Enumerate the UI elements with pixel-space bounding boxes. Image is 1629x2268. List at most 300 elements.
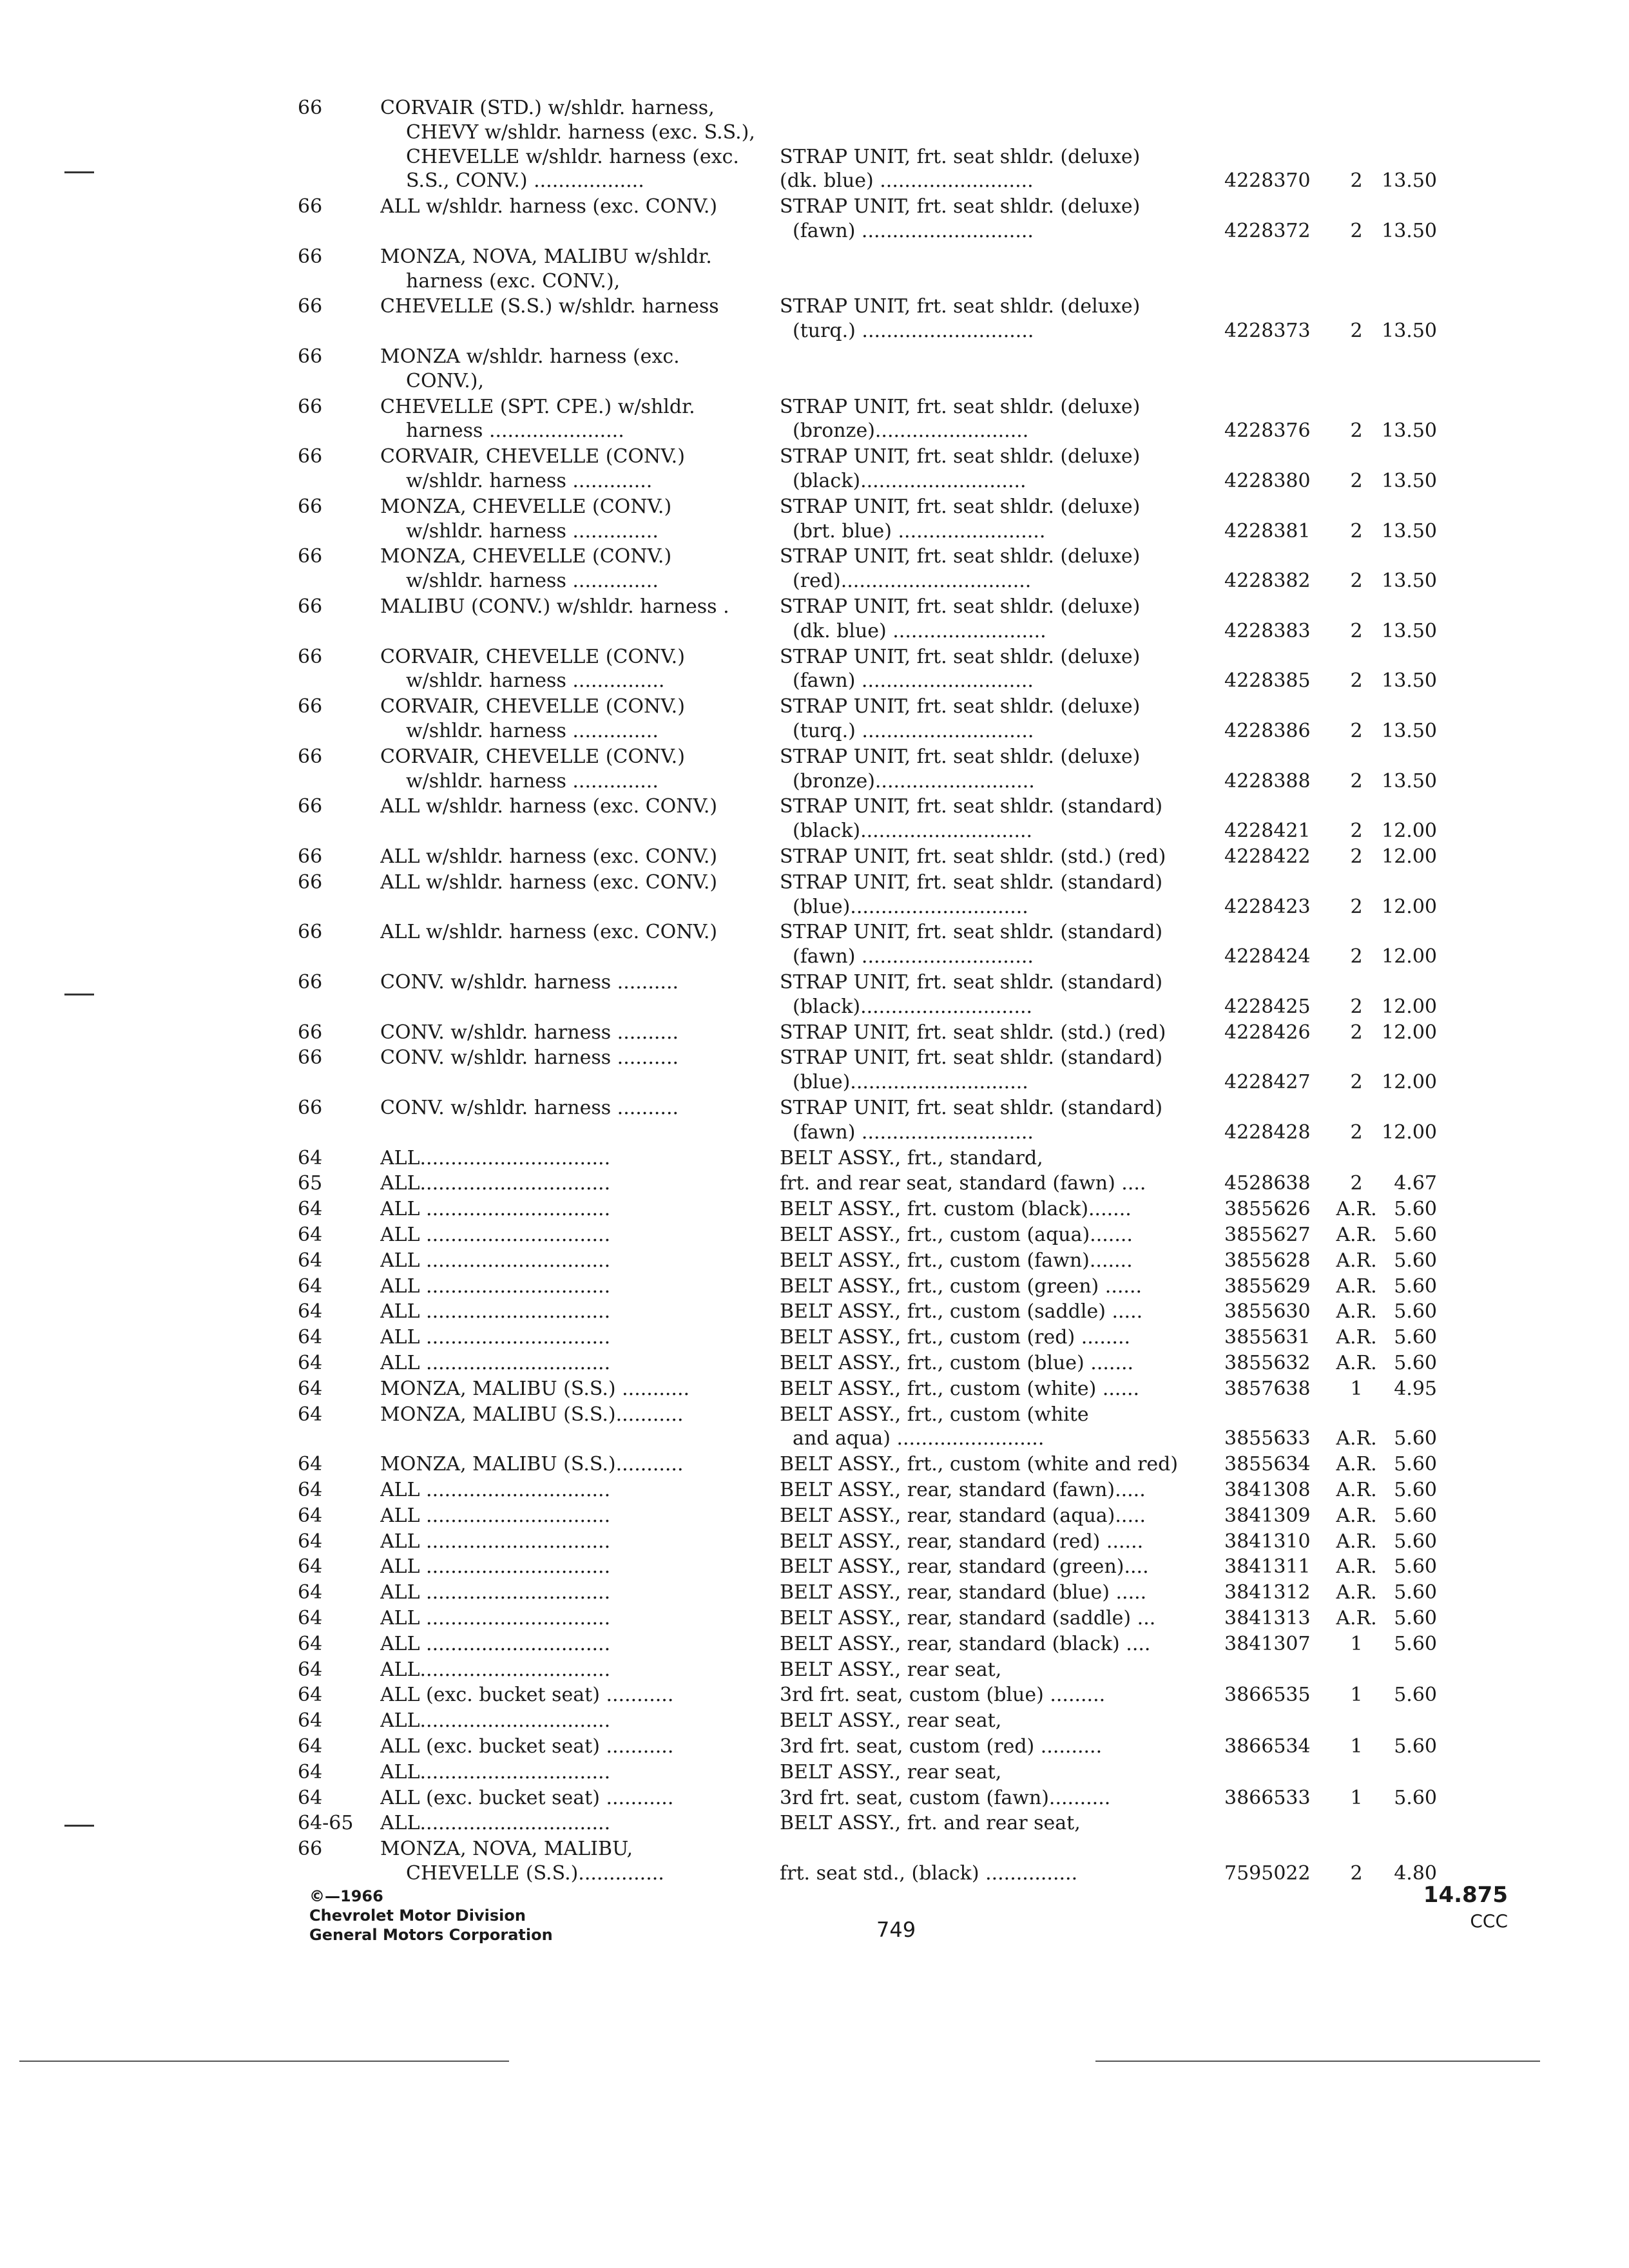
model-year: 64 [298,1581,323,1604]
quantity: 2 [1350,669,1363,693]
quantity: A.R. [1336,1198,1377,1221]
part-description [780,1838,1224,1861]
model-year: 64 [298,1274,323,1298]
model-year: 64 [298,1453,323,1476]
model-year: 64 [298,1504,323,1527]
list-price: 5.60 [1394,1352,1437,1374]
model-application: MALIBU (CONV.) w/shldr. harness . [380,595,729,618]
part-description: STRAP UNIT, frt. seat shldr. (deluxe) [780,395,1141,418]
model-application: ALL .............................. [380,1530,611,1553]
list-price: 5.60 [1394,1326,1437,1349]
part-description: (brt. blue) ........................ [793,519,1046,543]
model-year: 66 [298,1838,323,1861]
part-number: 3855633 [1224,1427,1311,1450]
list-price: 12.00 [1382,845,1437,868]
model-application: ALL .............................. [380,1632,611,1655]
model-application: ALL .............................. [380,1326,611,1349]
quantity: A.R. [1336,1530,1377,1553]
list-price: 5.60 [1394,1274,1437,1298]
model-year: 64 [298,1760,323,1783]
model-application: ALL .............................. [380,1224,611,1246]
list-price: 5.60 [1394,1249,1437,1272]
part-number: 4528638 [1224,1172,1311,1195]
footer-rule [19,2061,509,2062]
list-price: 4.95 [1394,1377,1437,1400]
model-year: 64 [298,1224,323,1246]
part-description: (blue)............................. [793,1071,1028,1094]
quantity: 1 [1350,1632,1363,1655]
quantity: 1 [1350,1684,1363,1707]
part-description: BELT ASSY., rear, standard (green).... [780,1555,1149,1579]
model-year: 64 [298,1658,323,1681]
model-year: 64 [298,1530,323,1553]
model-application: w/shldr. harness .............. [406,720,659,742]
model-application: ALL (exc. bucket seat) ........... [380,1684,674,1707]
part-description: STRAP UNIT, frt. seat shldr. (std.) (red) [780,845,1166,868]
model-application: ALL w/shldr. harness (exc. CONV.) [380,921,718,944]
part-number: 4228370 [1224,169,1311,193]
part-number: 3855626 [1224,1198,1311,1221]
model-year: 64 [298,1735,323,1758]
quantity: 2 [1350,769,1363,793]
part-number: 4228385 [1224,669,1311,693]
list-price [1366,1761,1437,1784]
model-year: 64 [298,1377,323,1400]
copyright: ©—1966 [309,1887,383,1905]
list-price: 5.60 [1394,1581,1437,1604]
list-price: 5.60 [1394,1427,1437,1450]
quantity: 2 [1350,1862,1363,1885]
model-application: ALL .............................. [380,1274,611,1298]
quantity: 2 [1350,570,1363,593]
model-year: 66 [298,845,323,868]
model-application: harness ...................... [406,419,624,443]
model-application: CHEVELLE (S.S.).............. [406,1862,664,1885]
model-year: 66 [298,745,323,768]
model-year: 66 [298,97,323,119]
quantity: A.R. [1336,1224,1377,1246]
list-price: 13.50 [1382,669,1437,693]
part-description: STRAP UNIT, frt. seat shldr. (deluxe) [780,545,1141,568]
part-description: (fawn) ............................ [793,1120,1034,1144]
model-application: ALL............................... [380,1709,611,1733]
model-application: ALL............................... [380,1760,611,1783]
part-description: (dk. blue) ......................... [780,169,1034,193]
part-description: STRAP UNIT, frt. seat shldr. (standard) [780,971,1163,994]
part-description: 3rd frt. seat, custom (fawn).......... [780,1786,1111,1809]
part-number: 7595022 [1224,1862,1311,1885]
model-year: 66 [298,695,323,718]
model-year: 66 [298,595,323,618]
part-number: 4228380 [1224,470,1311,492]
model-application: ALL............................... [380,1658,611,1681]
part-description: 3rd frt. seat, custom (red) .......... [780,1735,1103,1758]
quantity: 2 [1350,220,1363,242]
part-description: STRAP UNIT, frt. seat shldr. (standard) [780,921,1163,944]
part-number: 4228373 [1224,320,1311,343]
part-description: BELT ASSY., rear seat, [780,1760,1002,1783]
part-number: 3866533 [1224,1786,1311,1809]
quantity: 2 [1350,519,1363,543]
part-description: BELT ASSY., rear, standard (fawn)..... [780,1479,1146,1501]
list-price: 13.50 [1382,320,1437,343]
quantity: A.R. [1336,1300,1377,1323]
part-number: 4228372 [1224,220,1311,242]
quantity: 2 [1350,1172,1363,1195]
part-description: (bronze).......................... [793,769,1035,793]
part-number: 4228381 [1224,519,1311,543]
model-year: 66 [298,195,323,218]
part-description: BELT ASSY., frt., custom (white) ...... [780,1377,1140,1400]
part-description: frt. and rear seat, standard (fawn) .... [780,1172,1146,1195]
list-price: 13.50 [1382,470,1437,492]
part-description: STRAP UNIT, frt. seat shldr. (deluxe) [780,495,1141,518]
quantity: 2 [1350,995,1363,1018]
part-description: BELT ASSY., rear, standard (saddle) ... [780,1607,1156,1629]
model-application: ALL w/shldr. harness (exc. CONV.) [380,795,718,818]
model-year: 66 [298,1097,323,1119]
quantity: A.R. [1336,1352,1377,1374]
margin-mark [64,171,94,173]
part-number: 4228386 [1224,720,1311,742]
part-description: BELT ASSY., frt., custom (fawn)....... [780,1249,1133,1272]
part-description: STRAP UNIT, frt. seat shldr. (standard) [780,1046,1163,1070]
model-application: ALL .............................. [380,1607,611,1629]
model-application: CHEVELLE (SPT. CPE.) w/shldr. [380,395,695,418]
part-description: BELT ASSY., frt., custom (white [780,1403,1089,1426]
model-application: w/shldr. harness ............... [406,669,665,693]
list-price: 13.50 [1382,720,1437,742]
quantity: A.R. [1336,1479,1377,1501]
list-price [1366,1658,1437,1682]
model-application: w/shldr. harness .............. [406,570,659,593]
quantity: 2 [1350,820,1363,843]
list-price: 5.60 [1394,1632,1437,1655]
model-year: 66 [298,245,323,268]
list-price [1366,270,1437,293]
part-number: 4228424 [1224,945,1311,968]
quantity: 2 [1350,945,1363,968]
list-price: 12.00 [1382,1071,1437,1094]
part-description: BELT ASSY., frt., custom (aqua)....... [780,1224,1133,1246]
list-price [1366,1812,1437,1835]
part-description: BELT ASSY., frt., custom (green) ...... [780,1274,1142,1298]
model-application: ALL w/shldr. harness (exc. CONV.) [380,870,718,894]
model-application: MONZA, CHEVELLE (CONV.) [380,545,672,568]
part-description: (fawn) ............................ [793,220,1034,242]
list-price: 13.50 [1382,769,1437,793]
model-year: 66 [298,345,323,368]
part-number: 4228426 [1224,1021,1311,1044]
part-number: 3866534 [1224,1735,1311,1758]
model-application: CHEVELLE w/shldr. harness (exc. [406,145,739,168]
part-description: STRAP UNIT, frt. seat shldr. (deluxe) [780,195,1141,218]
part-description: STRAP UNIT, frt. seat shldr. (deluxe) [780,645,1141,668]
part-description [780,97,1224,120]
part-description: STRAP UNIT, frt. seat shldr. (deluxe) [780,595,1141,618]
part-description: BELT ASSY., rear seat, [780,1658,1002,1681]
model-application: MONZA, MALIBU (S.S.)........... [380,1403,684,1426]
quantity: A.R. [1336,1504,1377,1527]
quantity: 2 [1350,720,1363,742]
model-year: 64 [298,1709,323,1733]
list-price: 5.60 [1394,1607,1437,1629]
model-year: 64 [298,1607,323,1629]
model-application: w/shldr. harness .............. [406,769,659,793]
quantity: 1 [1350,1786,1363,1809]
part-description: BELT ASSY., frt., custom (red) ........ [780,1326,1131,1349]
part-number: 3855632 [1224,1352,1311,1374]
list-price: 13.50 [1382,570,1437,593]
part-description: BELT ASSY., rear seat, [780,1709,1002,1733]
model-year: 64 [298,1786,323,1809]
page-number: 749 [876,1917,916,1942]
model-year: 64 [298,1249,323,1272]
model-application: CORVAIR, CHEVELLE (CONV.) [380,645,685,668]
model-application: CONV. w/shldr. harness .......... [380,971,679,994]
part-number: 3841309 [1224,1504,1311,1527]
model-application: CONV. w/shldr. harness .......... [380,1046,679,1070]
list-price: 12.00 [1382,1120,1437,1144]
part-description: BELT ASSY., rear, standard (blue) ..... [780,1581,1147,1604]
part-number: 3855629 [1224,1274,1311,1298]
quantity: 2 [1350,1021,1363,1044]
list-price: 4.80 [1394,1862,1437,1885]
quantity: 2 [1350,895,1363,918]
quantity: 2 [1350,419,1363,443]
model-year: 66 [298,1046,323,1070]
model-year: 64 [298,1300,323,1323]
quantity: A.R. [1336,1607,1377,1629]
publisher-block [309,1887,553,1945]
part-description: STRAP UNIT, frt. seat shldr. (standard) [780,870,1163,894]
model-application: w/shldr. harness ............. [406,470,653,492]
model-application: ALL (exc. bucket seat) ........... [380,1735,674,1758]
list-price: 5.60 [1394,1300,1437,1323]
corporation-name: General Motors Corporation [309,1926,553,1944]
part-number: 4228388 [1224,769,1311,793]
list-price: 12.00 [1382,820,1437,843]
list-price: 12.00 [1382,995,1437,1018]
model-application: ALL .............................. [380,1479,611,1501]
model-application: ALL .............................. [380,1352,611,1374]
part-description: frt. seat std., (black) ............... [780,1862,1078,1885]
model-year: 64 [298,1684,323,1707]
part-description: BELT ASSY., rear, standard (red) ...... [780,1530,1144,1553]
part-description: (dk. blue) ......................... [793,619,1046,642]
list-price: 5.60 [1394,1479,1437,1501]
part-description: (turq.) ............................ [793,320,1034,343]
list-price: 5.60 [1394,1684,1437,1707]
model-year: 66 [298,870,323,894]
model-application: ALL w/shldr. harness (exc. CONV.) [380,195,718,218]
part-number: 3855628 [1224,1249,1311,1272]
part-description: (black)............................ [793,995,1033,1018]
part-description: BELT ASSY., frt. custom (black)....... [780,1198,1132,1221]
margin-mark [64,994,94,995]
quantity: 1 [1350,1377,1363,1400]
model-application: CORVAIR, CHEVELLE (CONV.) [380,745,685,768]
part-description: (fawn) ............................ [793,945,1034,968]
model-application: w/shldr. harness .............. [406,519,659,543]
part-number: 3841308 [1224,1479,1311,1501]
model-year: 64 [298,1326,323,1349]
model-application: ALL (exc. bucket seat) ........... [380,1786,674,1809]
part-description: BELT ASSY., rear, standard (black) .... [780,1632,1151,1655]
part-number: 3855627 [1224,1224,1311,1246]
part-description: STRAP UNIT, frt. seat shldr. (deluxe) [780,145,1141,168]
quantity: A.R. [1336,1453,1377,1476]
part-number: 3841313 [1224,1607,1311,1629]
model-application: CONV. w/shldr. harness .......... [380,1021,679,1044]
list-price: 5.60 [1394,1198,1437,1221]
list-price [1366,370,1437,393]
part-description: (red)............................... [793,570,1032,593]
part-number: 3841307 [1224,1632,1311,1655]
list-price: 4.67 [1394,1172,1437,1195]
part-description: (black)............................ [793,820,1033,843]
model-application: CHEVELLE (S.S.) w/shldr. harness [380,295,719,318]
model-application: ALL .............................. [380,1581,611,1604]
part-description: (blue)............................. [793,895,1028,918]
model-year: 66 [298,295,323,318]
part-number: 4228425 [1224,995,1311,1018]
part-description: BELT ASSY., frt. and rear seat, [780,1812,1081,1835]
part-number: 3855634 [1224,1453,1311,1476]
model-year: 66 [298,921,323,944]
model-application: MONZA, CHEVELLE (CONV.) [380,495,672,518]
part-description: and aqua) ........................ [793,1427,1045,1450]
part-number: 4228382 [1224,570,1311,593]
model-year: 64 [298,1555,323,1579]
list-price [1366,1709,1437,1733]
part-number: 4228423 [1224,895,1311,918]
section-block [1405,1881,1508,1934]
quantity: A.R. [1336,1581,1377,1604]
part-number: 4228427 [1224,1071,1311,1094]
model-year: 66 [298,445,323,468]
model-application: CORVAIR, CHEVELLE (CONV.) [380,445,685,468]
part-number: 4228383 [1224,619,1311,642]
part-number: 3841310 [1224,1530,1311,1553]
model-application: ALL .............................. [380,1300,611,1323]
list-price: 13.50 [1382,220,1437,242]
list-price: 5.60 [1394,1530,1437,1553]
model-year: 64 [298,1479,323,1501]
model-year: 64 [298,1146,323,1169]
list-price: 5.60 [1394,1224,1437,1246]
part-description: BELT ASSY., frt., custom (white and red) [780,1453,1179,1476]
model-application: ALL............................... [380,1172,611,1195]
part-description: 3rd frt. seat, custom (blue) ......... [780,1684,1106,1707]
model-application: S.S., CONV.) .................. [406,169,644,193]
quantity: 2 [1350,169,1363,193]
quantity: A.R. [1336,1326,1377,1349]
part-description: STRAP UNIT, frt. seat shldr. (std.) (red) [780,1021,1166,1044]
list-price: 12.00 [1382,945,1437,968]
model-year: 66 [298,545,323,568]
quantity: A.R. [1336,1555,1377,1579]
model-year: 65 [298,1172,323,1195]
list-price: 5.60 [1394,1555,1437,1579]
list-price: 12.00 [1382,895,1437,918]
model-application: ALL w/shldr. harness (exc. CONV.) [380,845,718,868]
model-year: 64 [298,1198,323,1221]
part-description: STRAP UNIT, frt. seat shldr. (deluxe) [780,745,1141,768]
list-price: 12.00 [1382,1021,1437,1044]
part-description: (fawn) ............................ [793,669,1034,693]
list-price: 13.50 [1382,169,1437,193]
model-application: MONZA, MALIBU (S.S.)........... [380,1453,684,1476]
model-application: ALL............................... [380,1812,611,1835]
list-price: 5.60 [1394,1453,1437,1476]
model-application: MONZA, NOVA, MALIBU w/shldr. [380,245,712,268]
part-description [780,121,1224,144]
quantity: 2 [1350,845,1363,868]
part-description: BELT ASSY., rear, standard (aqua)..... [780,1504,1146,1527]
part-description: STRAP UNIT, frt. seat shldr. (deluxe) [780,445,1141,468]
model-application: CORVAIR (STD.) w/shldr. harness, [380,97,715,119]
part-description: BELT ASSY., frt., standard, [780,1146,1043,1169]
model-year: 66 [298,795,323,818]
part-number: 4228422 [1224,845,1311,868]
part-description: STRAP UNIT, frt. seat shldr. (standard) [780,795,1163,818]
section-sub: CCC [1470,1910,1508,1932]
quantity: A.R. [1336,1274,1377,1298]
model-application: CONV.), [406,369,484,392]
part-number: 4228428 [1224,1120,1311,1144]
model-application: ALL .............................. [380,1249,611,1272]
model-application: MONZA, NOVA, MALIBU, [380,1838,633,1861]
part-number: 4228421 [1224,820,1311,843]
model-year: 64-65 [298,1812,354,1835]
footer-rule [1095,2061,1540,2062]
model-application: CHEVY w/shldr. harness (exc. S.S.), [406,120,755,144]
division-name: Chevrolet Motor Division [309,1907,526,1925]
list-price: 5.60 [1394,1786,1437,1809]
part-number: 4228376 [1224,419,1311,443]
model-year: 64 [298,1403,323,1426]
part-description: STRAP UNIT, frt. seat shldr. (standard) [780,1097,1163,1119]
model-application: ALL .............................. [380,1555,611,1579]
part-description: (black)........................... [793,470,1027,492]
list-price: 13.50 [1382,619,1437,642]
model-year: 66 [298,645,323,668]
margin-mark [64,1825,94,1827]
part-description: STRAP UNIT, frt. seat shldr. (deluxe) [780,695,1141,718]
model-application: MONZA w/shldr. harness (exc. [380,345,680,368]
model-application: ALL............................... [380,1146,611,1169]
model-year: 64 [298,1352,323,1374]
quantity: 2 [1350,320,1363,343]
list-price [1366,1147,1437,1170]
list-price: 13.50 [1382,419,1437,443]
model-application: ALL .............................. [380,1198,611,1221]
section-code: 14.875 [1423,1882,1508,1908]
part-number: 3855631 [1224,1326,1311,1349]
model-application: MONZA, MALIBU (S.S.) ........... [380,1377,690,1400]
model-application: CORVAIR, CHEVELLE (CONV.) [380,695,685,718]
part-description: (turq.) ............................ [793,720,1034,742]
part-number: 3866535 [1224,1684,1311,1707]
model-application: CONV. w/shldr. harness .......... [380,1097,679,1119]
quantity: 1 [1350,1735,1363,1758]
list-price: 13.50 [1382,519,1437,543]
part-description: BELT ASSY., frt., custom (saddle) ..... [780,1300,1143,1323]
list-price: 5.60 [1394,1735,1437,1758]
part-description: (bronze)......................... [793,419,1029,443]
quantity: A.R. [1336,1427,1377,1450]
